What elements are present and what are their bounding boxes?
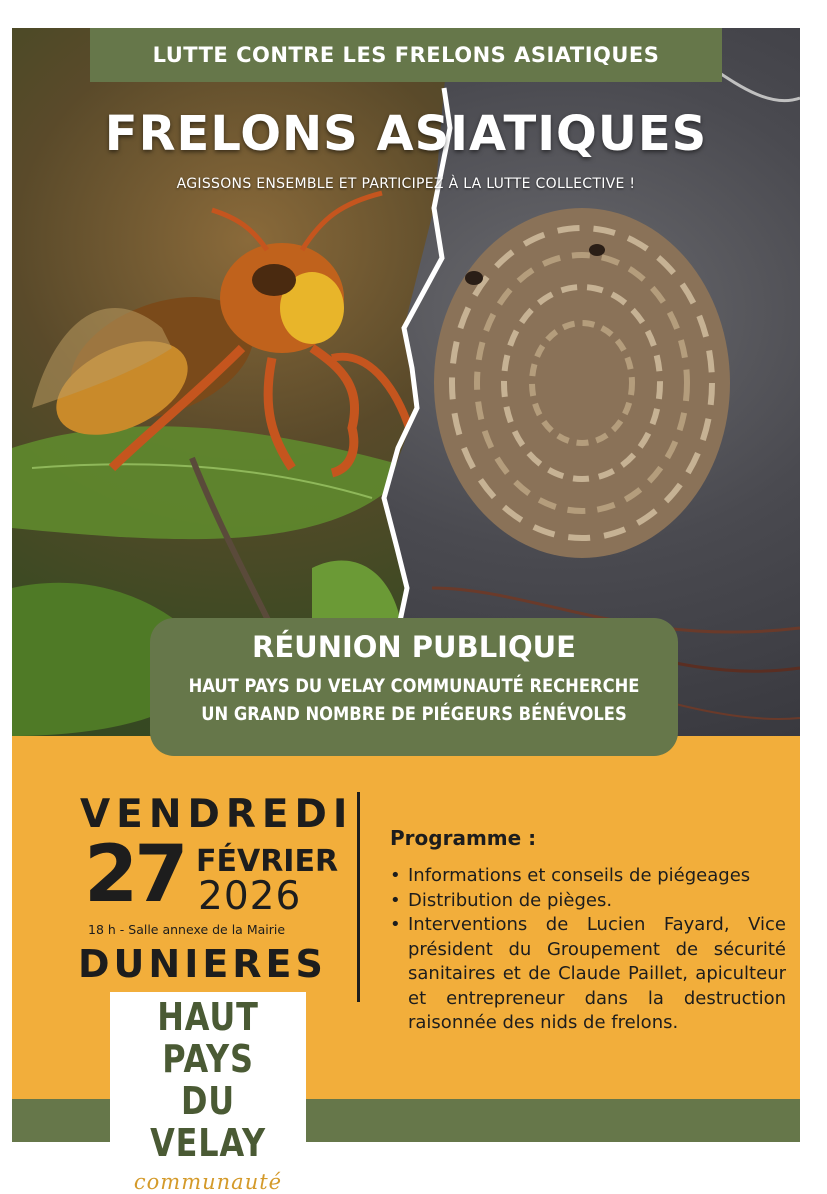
vertical-divider bbox=[357, 792, 360, 1002]
banner-text: LUTTE CONTRE LES FRELONS ASIATIQUES bbox=[152, 43, 660, 67]
event-weekday: VENDREDI bbox=[80, 792, 354, 837]
event-year: 2026 bbox=[198, 874, 302, 919]
event-day: 27 bbox=[84, 830, 185, 920]
bullet-icon: • bbox=[390, 865, 401, 886]
programme-item-text: Distribution de pièges. bbox=[408, 889, 613, 911]
event-time-place: 18 h - Salle annexe de la Mairie bbox=[88, 922, 286, 937]
bullet-icon: • bbox=[390, 914, 401, 935]
meeting-line-1: HAUT PAYS DU VELAY COMMUNAUTÉ RECHERCHE bbox=[188, 675, 640, 697]
logo-line-1: HAUT PAYS bbox=[157, 995, 259, 1081]
page-title: FRELONS ASIATIQUES bbox=[104, 106, 708, 162]
poster bbox=[12, 28, 800, 1194]
list-item bbox=[388, 864, 786, 889]
page-subtitle: AGISSONS ENSEMBLE ET PARTICIPEZ À LA LUTTE COLLECTIVE ! bbox=[176, 176, 636, 192]
programme-item-text: Informations et conseils de piégeages bbox=[408, 865, 751, 886]
banner bbox=[90, 28, 722, 82]
meeting-title: RÉUNION PUBLIQUE bbox=[252, 630, 576, 664]
meeting-box bbox=[150, 618, 678, 756]
list-item bbox=[388, 913, 786, 1036]
logo-tagline: communauté bbox=[133, 1170, 283, 1194]
meeting-line-2: UN GRAND NOMBRE DE PIÉGEURS BÉNÉVOLES bbox=[201, 703, 627, 725]
event-city: DUNIERES bbox=[78, 942, 327, 986]
event-month: FÉVRIER bbox=[196, 844, 339, 879]
programme-item-text: Interventions de Lucien Fayard, Vice président du Groupement de sécurité sanitaires et de Claude Paillet, apiculteur et entrepreneur dans la destruction raisonnée des nids de frelons. bbox=[408, 914, 786, 1033]
logo-line-2: DU VELAY bbox=[150, 1079, 266, 1165]
programme-list bbox=[388, 864, 786, 1036]
logo bbox=[110, 992, 306, 1194]
bullet-icon: • bbox=[390, 889, 401, 911]
list-item bbox=[388, 889, 786, 914]
programme-title: Programme : bbox=[390, 826, 537, 850]
